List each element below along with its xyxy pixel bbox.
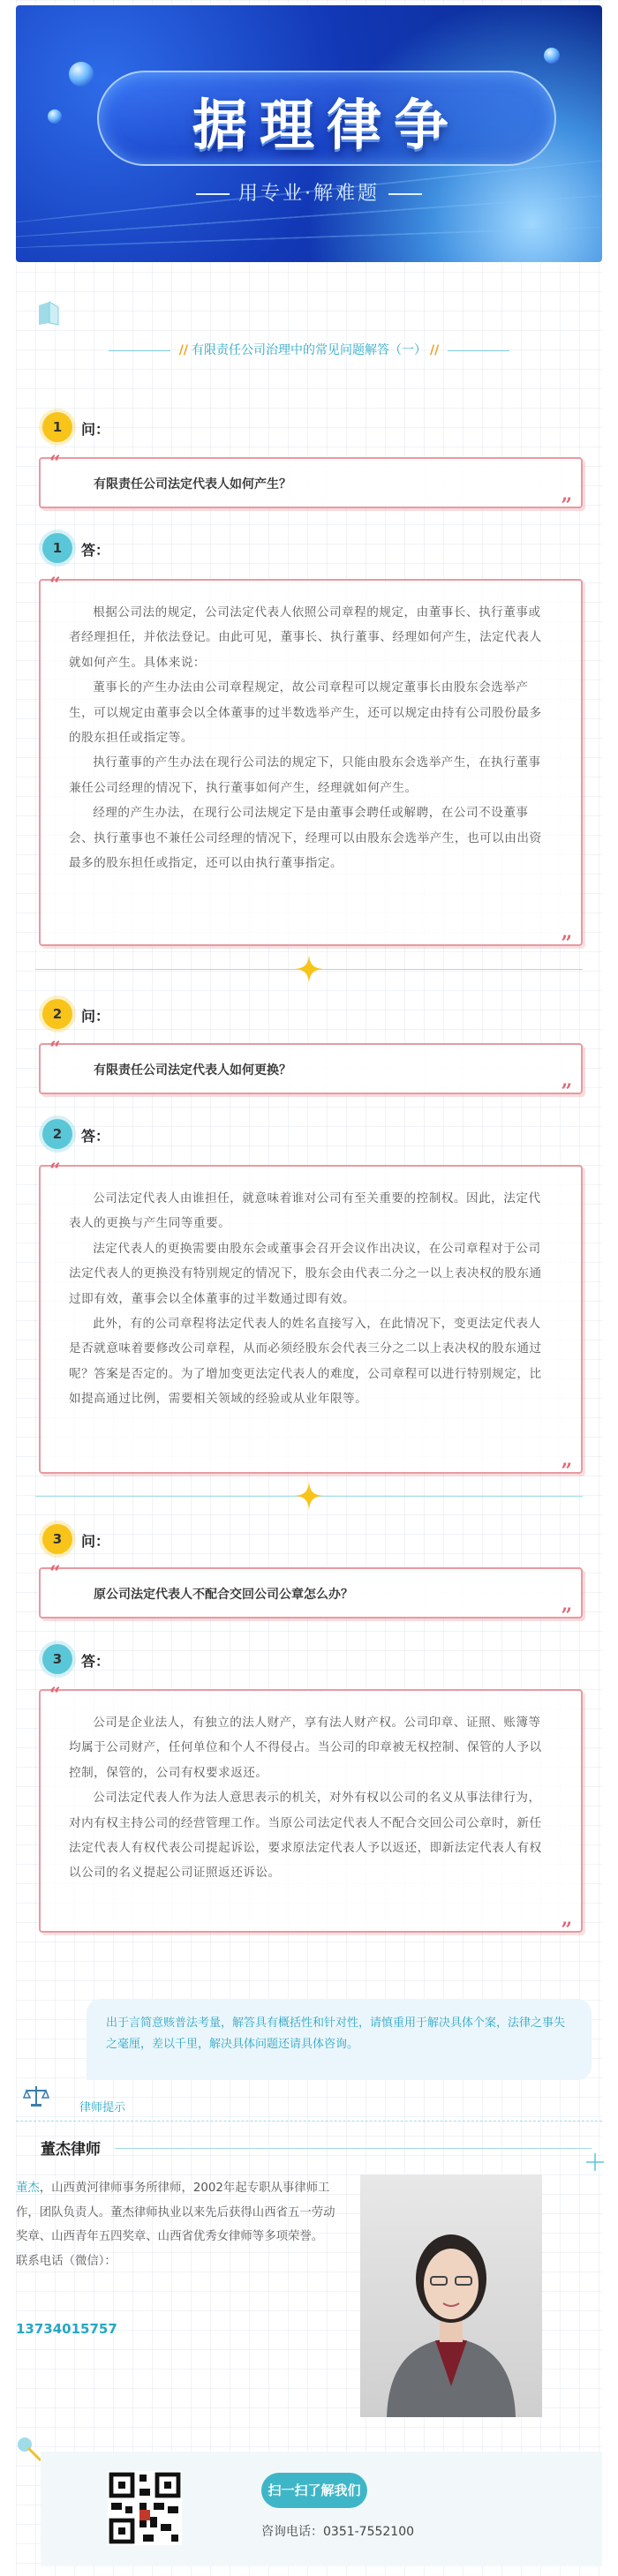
- banner-orb-icon: [69, 62, 94, 86]
- lawyer-title: 董杰律师: [41, 2141, 101, 2159]
- answer-paragraph: 法定代表人的更换需要由股东会或董事会召开会议作出决议，在公司章程对于公司法定代表人的更换没有特别规定的情况下，股东会由代表二分之一以上表决权的股东通过即有效，董事会以全体董事的过半数通过即有效。: [69, 1241, 542, 1306]
- lawyer-bio-text: ，山西黄河律师事务所律师，2002年起专职从事律师工作，团队负责人。董杰律师执业以来先后获得山西省五一劳动奖章、山西青年五四奖章、山西省优秀女律师等多项荣誉。: [16, 2182, 335, 2243]
- question-text-3: 原公司法定代表人不配合交回公司公章怎么办？: [94, 1588, 353, 1602]
- contact-label: 联系电话（微信）：: [16, 2254, 117, 2268]
- question-label: 问：: [81, 1533, 110, 1550]
- question-box-1: “ 有限责任公司法定代表人如何产生？ ”: [39, 457, 583, 508]
- question-text-1: 有限责任公司法定代表人如何产生？: [94, 477, 291, 492]
- consult-phone: 咨询电话：0351-7552100: [261, 2525, 415, 2539]
- answer-box-3: “ 公司是企业法人，有独立的法人财产，享有法人财产权。公司印章、证照、账簿等均属于公司财产，任何单位和个人不得侵占。当公司的印章被无权控制、保管的人予以控制，保管的，公司有权要求返还。 公司法定代表人作为法人意思表示的机关，对外有权以公司的名义从事法律行为，对内有权主持公司的经营管理工作。当原公司法定代表人不配合交回公司公章时，新任法定代表人有权代表公司提起诉讼，要求原法定代表人予以返还，即新法定代表人有权以公司的名义提起公司证照返还诉讼。 ”: [39, 1689, 583, 1933]
- banner-title: 据理律争: [192, 93, 461, 157]
- lawyer-name: 董杰: [16, 2182, 40, 2195]
- answer-paragraph: 此外，有的公司章程将法定代表人的姓名直接写入，在此情况下，变更法定代表人是否就意味着要修改公司章程，从而必须经股东会代表三分之二以上表决权的股东通过呢？答案是否定的。为了增加变更法定代表人的难度，公司章程可以进行特别规定，比如提高通过比例，需要相关领域的经验或从业年限等。: [69, 1317, 542, 1407]
- banner-orb-icon: [544, 48, 560, 64]
- answer-badge-1: 1: [42, 533, 72, 563]
- answer-label: 答：: [81, 1653, 110, 1670]
- section-heading: // 有限责任公司治理中的常见问题解答（一） //: [0, 341, 618, 358]
- answer-paragraph: 董事长的产生办法由公司章程规定，故公司章程可以规定董事长由股东会选举产生，可以规定由董事会以全体董事的过半数选举产生，还可以规定由持有公司股份最多的股东担任或指定等。: [69, 680, 542, 746]
- question-badge-1: 1: [42, 412, 72, 442]
- answer-paragraph: 根据公司法的规定，公司法定代表人依照公司章程的规定，由董事长、执行董事或者经理担任，并依法登记。由此可见，董事长、执行董事、经理如何产生，法定代表人就如何产生。具体来说：: [69, 605, 542, 670]
- sparkle-icon: [294, 954, 324, 984]
- answer-paragraph: 执行董事的产生办法在现行公司法的规定下，只能由股东会选举产生，在执行董事兼任公司经理的情况下，执行董事如何产生，经理就如何产生。: [69, 755, 541, 795]
- answer-box-2: “ 公司法定代表人由谁担任，就意味着谁对公司有至关重要的控制权。因此，法定代表人的更换与产生同等重要。 法定代表人的更换需要由股东会或董事会召开会议作出决议，在公司章程对于公司法定代表人的更换没有特别规定的情况下，股东会由代表二分之一以上表决权的股东通过即有效，董事会以全体董事的过半数通过即有效。 此外，有的公司章程将法定代表人的姓名直接写入，在此情况下，变更法定代表人是否就意味着要修改公司章程，从而必须经股东会代表三分之二以上表决权的股东通过呢？答案是否定的。为了增加变更法定代表人的难度，公司章程可以进行特别规定，比如提高通过比例，需要相关领域的经验或从业年限等。 ”: [39, 1165, 583, 1474]
- question-badge-3: 3: [42, 1524, 72, 1554]
- pin-icon: [14, 2434, 44, 2464]
- banner-orb-icon: [48, 109, 62, 124]
- divider: [115, 2148, 592, 2149]
- answer-badge-3: 3: [42, 1644, 72, 1674]
- answer-box-1: “ 根据公司法的规定，公司法定代表人依照公司章程的规定，由董事长、执行董事或者经理担任，并依法登记。由此可见，董事长、执行董事、经理如何产生，法定代表人就如何产生。具体来说： 董事长的产生办法由公司章程规定，故公司章程可以规定董事长由股东会选举产生，可以规定由董事会以全体董事的过半数选举产生，还可以规定由持有公司股份最多的股东担任或指定等。 执行董事的产生办法在现行公司法的规定下，只能由股东会选举产生，在执行董事兼任公司经理的情况下，执行董事如何产生，经理就如何产生。 经理的产生办法，在现行公司法规定下是由董事会聘任或解聘，在公司不设董事会、执行董事也不兼任公司经理的情况下，经理可以由股东会选举产生，也可以由出资最多的股东担任或指定，还可以由执行董事指定。 ”: [39, 579, 583, 946]
- divider: [16, 2121, 602, 2122]
- answer-badge-2: 2: [42, 1119, 72, 1149]
- lawyer-tip-label: 律师提示: [79, 2101, 126, 2114]
- footer: [41, 2452, 602, 2566]
- answer-paragraph: 经理的产生办法，在现行公司法规定下是由董事会聘任或解聘，在公司不设董事会、执行董事也不兼任公司经理的情况下，经理可以由股东会选举产生，也可以由出资最多的股东担任或指定，还可以由执行董事指定。: [69, 806, 542, 871]
- plus-icon: [584, 2152, 606, 2173]
- sparkle-icon: [294, 1481, 324, 1511]
- document-icon: [37, 300, 60, 327]
- question-box-3: “ 原公司法定代表人不配合交回公司公章怎么办？ ”: [39, 1567, 583, 1618]
- section-heading-text: 有限责任公司治理中的常见问题解答（一）: [192, 343, 426, 357]
- lawyer-bio: [16, 2176, 343, 2273]
- answer-paragraph: 公司法定代表人由谁担任，就意味着谁对公司有至关重要的控制权。因此，法定代表人的更换与产生同等重要。: [69, 1191, 541, 1231]
- answer-paragraph: 公司是企业法人，有独立的法人财产，享有法人财产权。公司印章、证照、账簿等均属于公司财产，任何单位和个人不得侵占。当公司的印章被无权控制、保管的人予以控制，保管的，公司有权要求返还。: [69, 1716, 542, 1780]
- scan-to-learn-button[interactable]: 扫一扫了解我们: [261, 2473, 367, 2508]
- answer-label: 答：: [81, 542, 110, 559]
- question-label: 问：: [81, 421, 110, 438]
- qr-code-icon[interactable]: [108, 2471, 182, 2545]
- answer-label: 答：: [81, 1128, 110, 1145]
- answer-paragraph: 公司法定代表人作为法人意思表示的机关，对外有权以公司的名义从事法律行为，对内有权主持公司的经营管理工作。当原公司法定代表人不配合交回公司公章时，新任法定代表人有权代表公司提起诉讼，要求原法定代表人予以返还，即新法定代表人有权以公司的名义提起公司证照返还诉讼。: [69, 1791, 542, 1881]
- question-badge-2: 2: [42, 999, 72, 1029]
- scales-icon: [23, 2083, 49, 2109]
- banner-subtitle: 用专业·解难题: [16, 178, 602, 206]
- question-label: 问：: [81, 1008, 110, 1025]
- lawyer-photo: [360, 2174, 542, 2417]
- question-text-2: 有限责任公司法定代表人如何更换？: [94, 1063, 291, 1078]
- lawyer-phone[interactable]: 13734015757: [16, 2321, 117, 2337]
- lawyer-tip-bubble: 出于言简意赅普法考量，解答具有概括性和针对性，请慎重用于解决具体个案，法律之事失之毫厘，差以千里，解决具体问题还请具体咨询。: [87, 1999, 592, 2080]
- question-box-2: “ 有限责任公司法定代表人如何更换？ ”: [39, 1043, 583, 1094]
- banner: [16, 5, 602, 262]
